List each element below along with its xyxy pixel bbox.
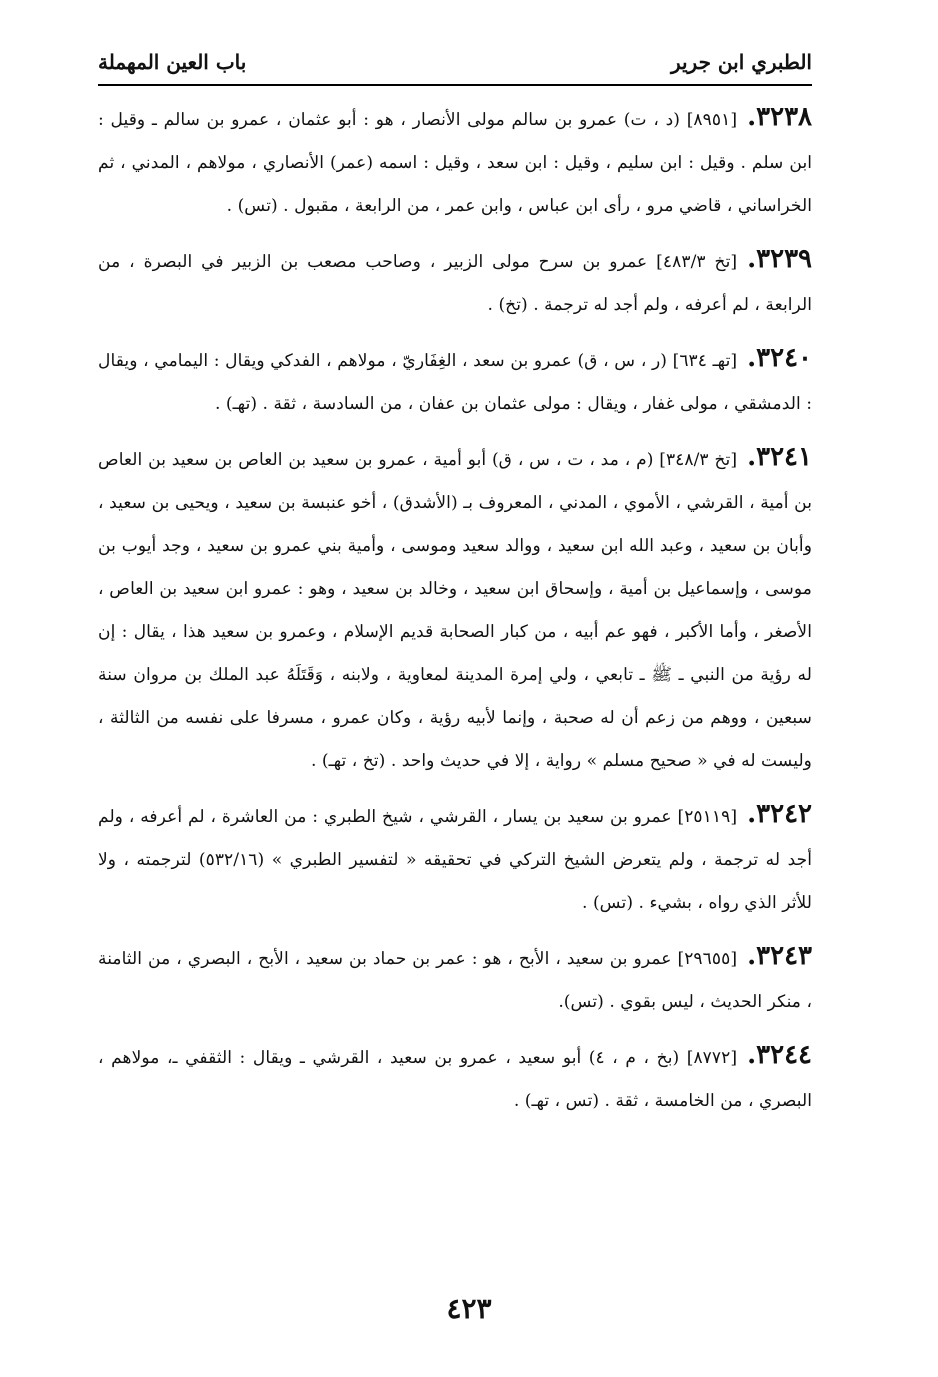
entry-text: [٢٩٦٥٥] عمرو بن سعيد ، الأبح ، هو : عمر بن حماد بن سعيد ، الأبح ، البصري ، من الثامنة ، منكر الحديث ، ليس بقوي . (تس). [98,949,812,1012]
entry-3243 [98,935,812,1024]
entry-3239 [98,238,812,327]
entry-text: [تخ ٤٨٣/٣] عمرو بن سرح مولى الزبير ، وصاحب مصعب بن الزبير في البصرة ، من الرابعة ، لم أعرفه ، ولم أجد له ترجمة . (تخ) . [98,252,812,315]
entry-3238 [98,96,812,228]
entry-number: ٣٢٤٣. [747,941,812,971]
header-chapter-title: باب العين المهملة [98,50,247,74]
entry-text: [تخ ٣٤٨/٣] (م ، مد ، ت ، س ، ق) أبو أمية ، عمرو بن سعيد بن العاص بن سعيد بن العاص بن أمية ، القرشي ، الأموي ، المدني ، المعروف بـ (الأشدق) ، أخو عنبسة بن سعيد ، ويحيى بن سعيد ، وأبان بن سعيد ، وعبد الله ابن سعيد ، ووالد سعيد وموسى ، وأمية بني عمرو بن سعيد ، وجد أيوب بن موسى ، وإسماعيل بن أمية ، وإسحاق ابن سعيد ، وخالد بن سعيد ، وهو : عمرو ابن سعيد بن العاص ، الأصغر ، وأما الأكبر ، فهو عم أبيه ، من كبار الصحابة قديم الإسلام ، وعمرو بن سعيد هذا ، يقال : إن له رؤية من النبي ـ ﷺ ـ تابعي ، ولي إمرة المدينة لمعاوية ، ولابنه ، وَقَتَلَهُ عبد الملك بن مروان سنة سبعين ، ووهم من زعم أن له صحبة ، وإنما لأبيه رؤية ، وكان عمرو ، مسرفا على نفسه من الثالثة ، وليست له في « صحيح مسلم » رواية ، إلا في حديث واحد . (تخ ، تهـ) . [98,450,812,771]
entry-3244 [98,1034,812,1123]
entry-3242 [98,793,812,925]
entry-number: ٣٢٤٠. [747,343,812,373]
header-rule [98,84,812,86]
running-header [98,40,812,84]
entry-text: [٨٩٥١] (د ، ت) عمرو بن سالم مولى الأنصار ، هو : أبو عثمان ، عمرو بن سالم ـ وقيل : ابن سلم . وقيل : ابن سليم ، وقيل : ابن سعد ، وقيل : اسمه (عمر) الأنصاري ، مولاهم ، المدني ، ثم الخراساني ، قاضي مرو ، رأى ابن عباس ، وابن عمر ، من الرابعة ، مقبول . (تس) . [98,110,812,216]
entry-text: [تهـ ٦٣٤] (ر ، س ، ق) عمرو بن سعد ، الغِفَاريّ ، مولاهم ، الفدكي ويقال : اليمامي ، ويقال : الدمشقي ، مولى غفار ، ويقال : مولى عثمان بن عفان ، من السادسة ، ثقة . (تهـ) . [98,351,812,414]
entries-body [98,96,812,1133]
entry-text: [٢٥١١٩] عمرو بن سعيد بن يسار ، القرشي ، شيخ الطبري : من العاشرة ، لم أعرفه ، ولم أجد له ترجمة ، ولم يتعرض الشيخ التركي في تحقيقه « لتفسير الطبري » (٥٣٢/١٦) لترجمته ، ولا للأثر الذي رواه ، بشيء . (تس) . [98,807,812,913]
entry-3240 [98,337,812,426]
entry-3241 [98,436,812,783]
page-number: ٤٢٣ [446,1292,492,1325]
entry-number: ٣٢٤٤. [747,1040,813,1070]
entry-number: ٣٢٣٩. [747,244,812,274]
entry-number: ٣٢٣٨. [747,102,812,132]
header-book-title: الطبري ابن جرير [670,50,812,74]
entry-text: [٨٧٧٢] (بخ ، م ، ٤) أبو سعيد ، عمرو بن سعيد ، القرشي ـ ويقال : الثقفي ـ، مولاهم ، البصري ، من الخامسة ، ثقة . (تس ، تهـ) . [98,1048,812,1111]
entry-number: ٣٢٤١. [747,442,812,472]
entry-number: ٣٢٤٢. [747,799,812,829]
